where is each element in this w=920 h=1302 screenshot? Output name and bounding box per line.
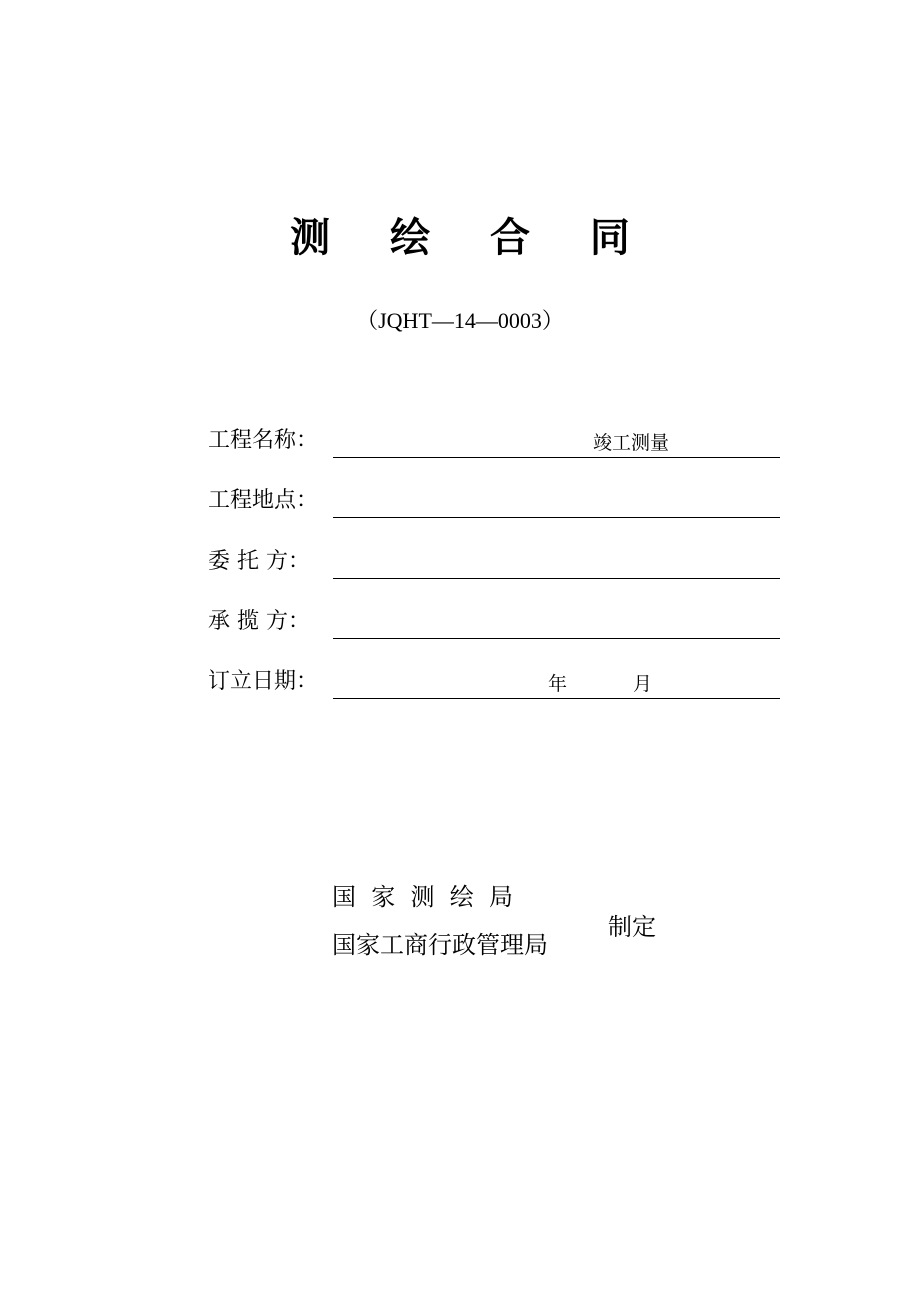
field-project-name — [208, 422, 788, 458]
date-year-label: 年 — [548, 673, 568, 695]
field-underline[interactable] — [333, 487, 780, 518]
field-label: 承 揽 方： — [208, 609, 310, 634]
title-char: 同 — [589, 215, 630, 261]
field-underline[interactable] — [333, 608, 780, 639]
field-project-location — [208, 482, 788, 518]
title-char: 绘 — [390, 215, 431, 261]
issuer-suffix: 制定 — [608, 913, 656, 941]
title-char: 测 — [290, 215, 331, 261]
document-title — [0, 208, 920, 268]
field-contractor — [208, 603, 788, 639]
issuer-line-1: 国 家 测 绘 局 — [332, 883, 514, 911]
issuer-line-2: 国家工商行政管理局 — [332, 931, 548, 959]
field-label: 工程地点： — [208, 488, 319, 513]
contract-code: （JQHT—14—0003） — [356, 308, 564, 333]
field-label: 订立日期： — [208, 669, 319, 694]
field-underline[interactable] — [333, 427, 780, 458]
field-client — [208, 543, 788, 579]
date-month-label: 月 — [633, 673, 653, 695]
field-label: 委 托 方： — [208, 549, 310, 574]
title-char: 合 — [489, 215, 530, 261]
field-underline[interactable] — [333, 548, 780, 579]
field-signing-date — [208, 663, 788, 699]
field-value: 竣工测量 — [593, 432, 670, 454]
field-label: 工程名称： — [208, 428, 319, 453]
